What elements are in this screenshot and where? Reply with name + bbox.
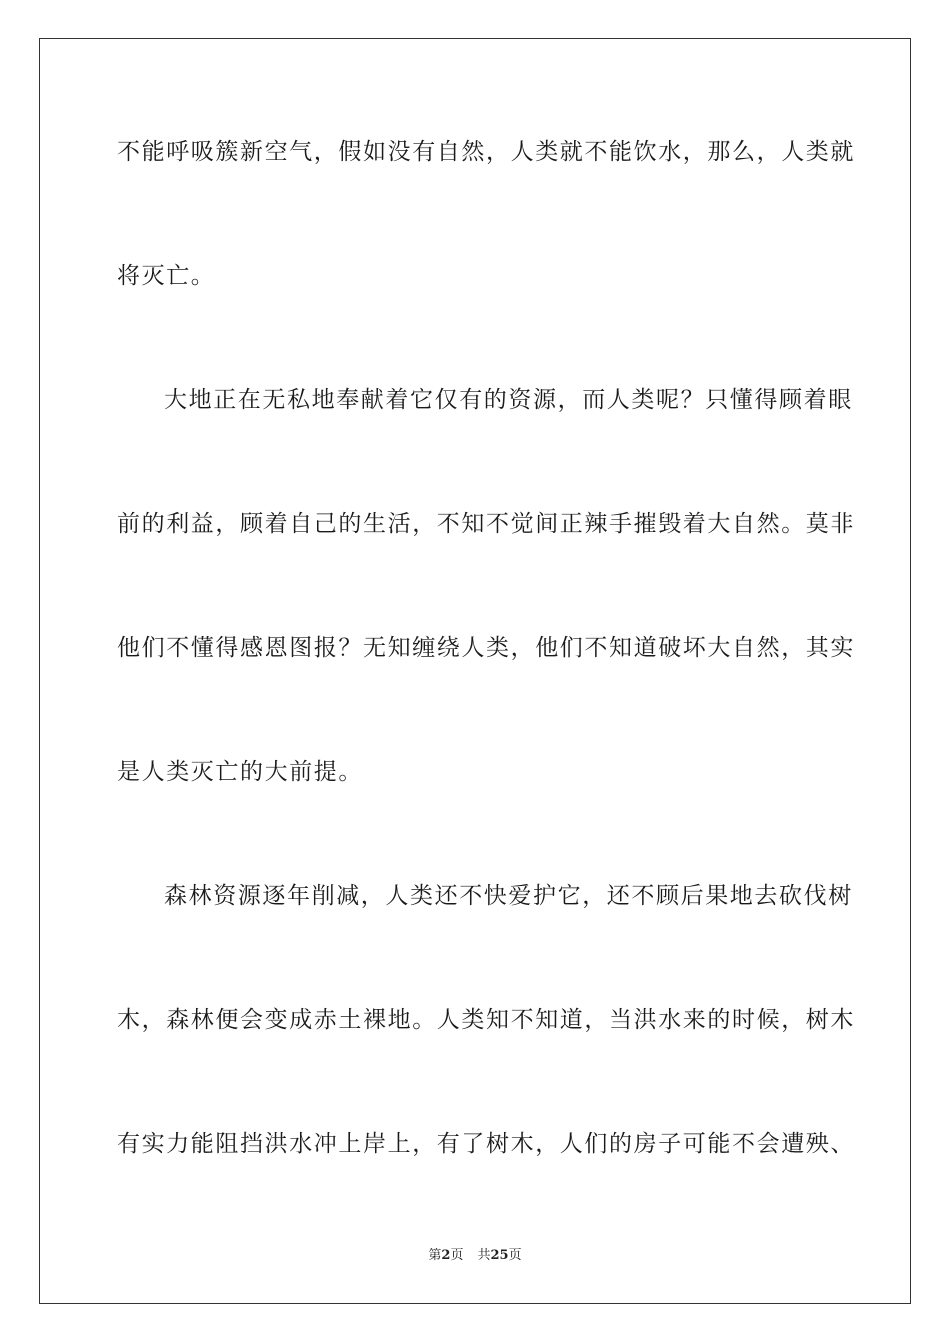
page-prefix: 第 (428, 1248, 442, 1263)
text-line: 大地正在无私地奉献着它仅有的资源，而人类呢？只懂得顾着眼 (164, 387, 853, 413)
text-line: 是人类灭亡的大前提。 (117, 759, 363, 785)
text-line: 不能呼吸簇新空气，假如没有自然，人类就不能饮水，那么，人类就 (117, 139, 855, 165)
text-line: 森林资源逐年削减，人类还不快爱护它，还不顾后果地去砍伐树 (164, 883, 853, 909)
total-prefix: 共 (477, 1248, 491, 1263)
text-line: 前的利益，顾着自己的生活，不知不觉间正辣手摧毁着大自然。莫非 (117, 511, 855, 537)
page-border (39, 38, 911, 1304)
text-line: 有实力能阻挡洪水冲上岸上，有了树木，人们的房子可能不会遭殃、 (117, 1131, 855, 1157)
page-number-label (428, 1248, 463, 1263)
total-pages-label (477, 1248, 521, 1263)
text-line: 将灭亡。 (117, 263, 216, 289)
total-suffix: 页 (508, 1248, 522, 1263)
current-page-number: 2 (441, 1248, 451, 1263)
page-footer (0, 1246, 950, 1266)
text-line: 木，森林便会变成赤土裸地。人类知不知道，当洪水来的时候，树木 (117, 1007, 855, 1033)
text-line: 他们不懂得感恩图报？无知缠绕人类，他们不知道破坏大自然，其实 (117, 635, 855, 661)
total-page-count: 25 (490, 1248, 509, 1263)
page-suffix: 页 (450, 1248, 464, 1263)
